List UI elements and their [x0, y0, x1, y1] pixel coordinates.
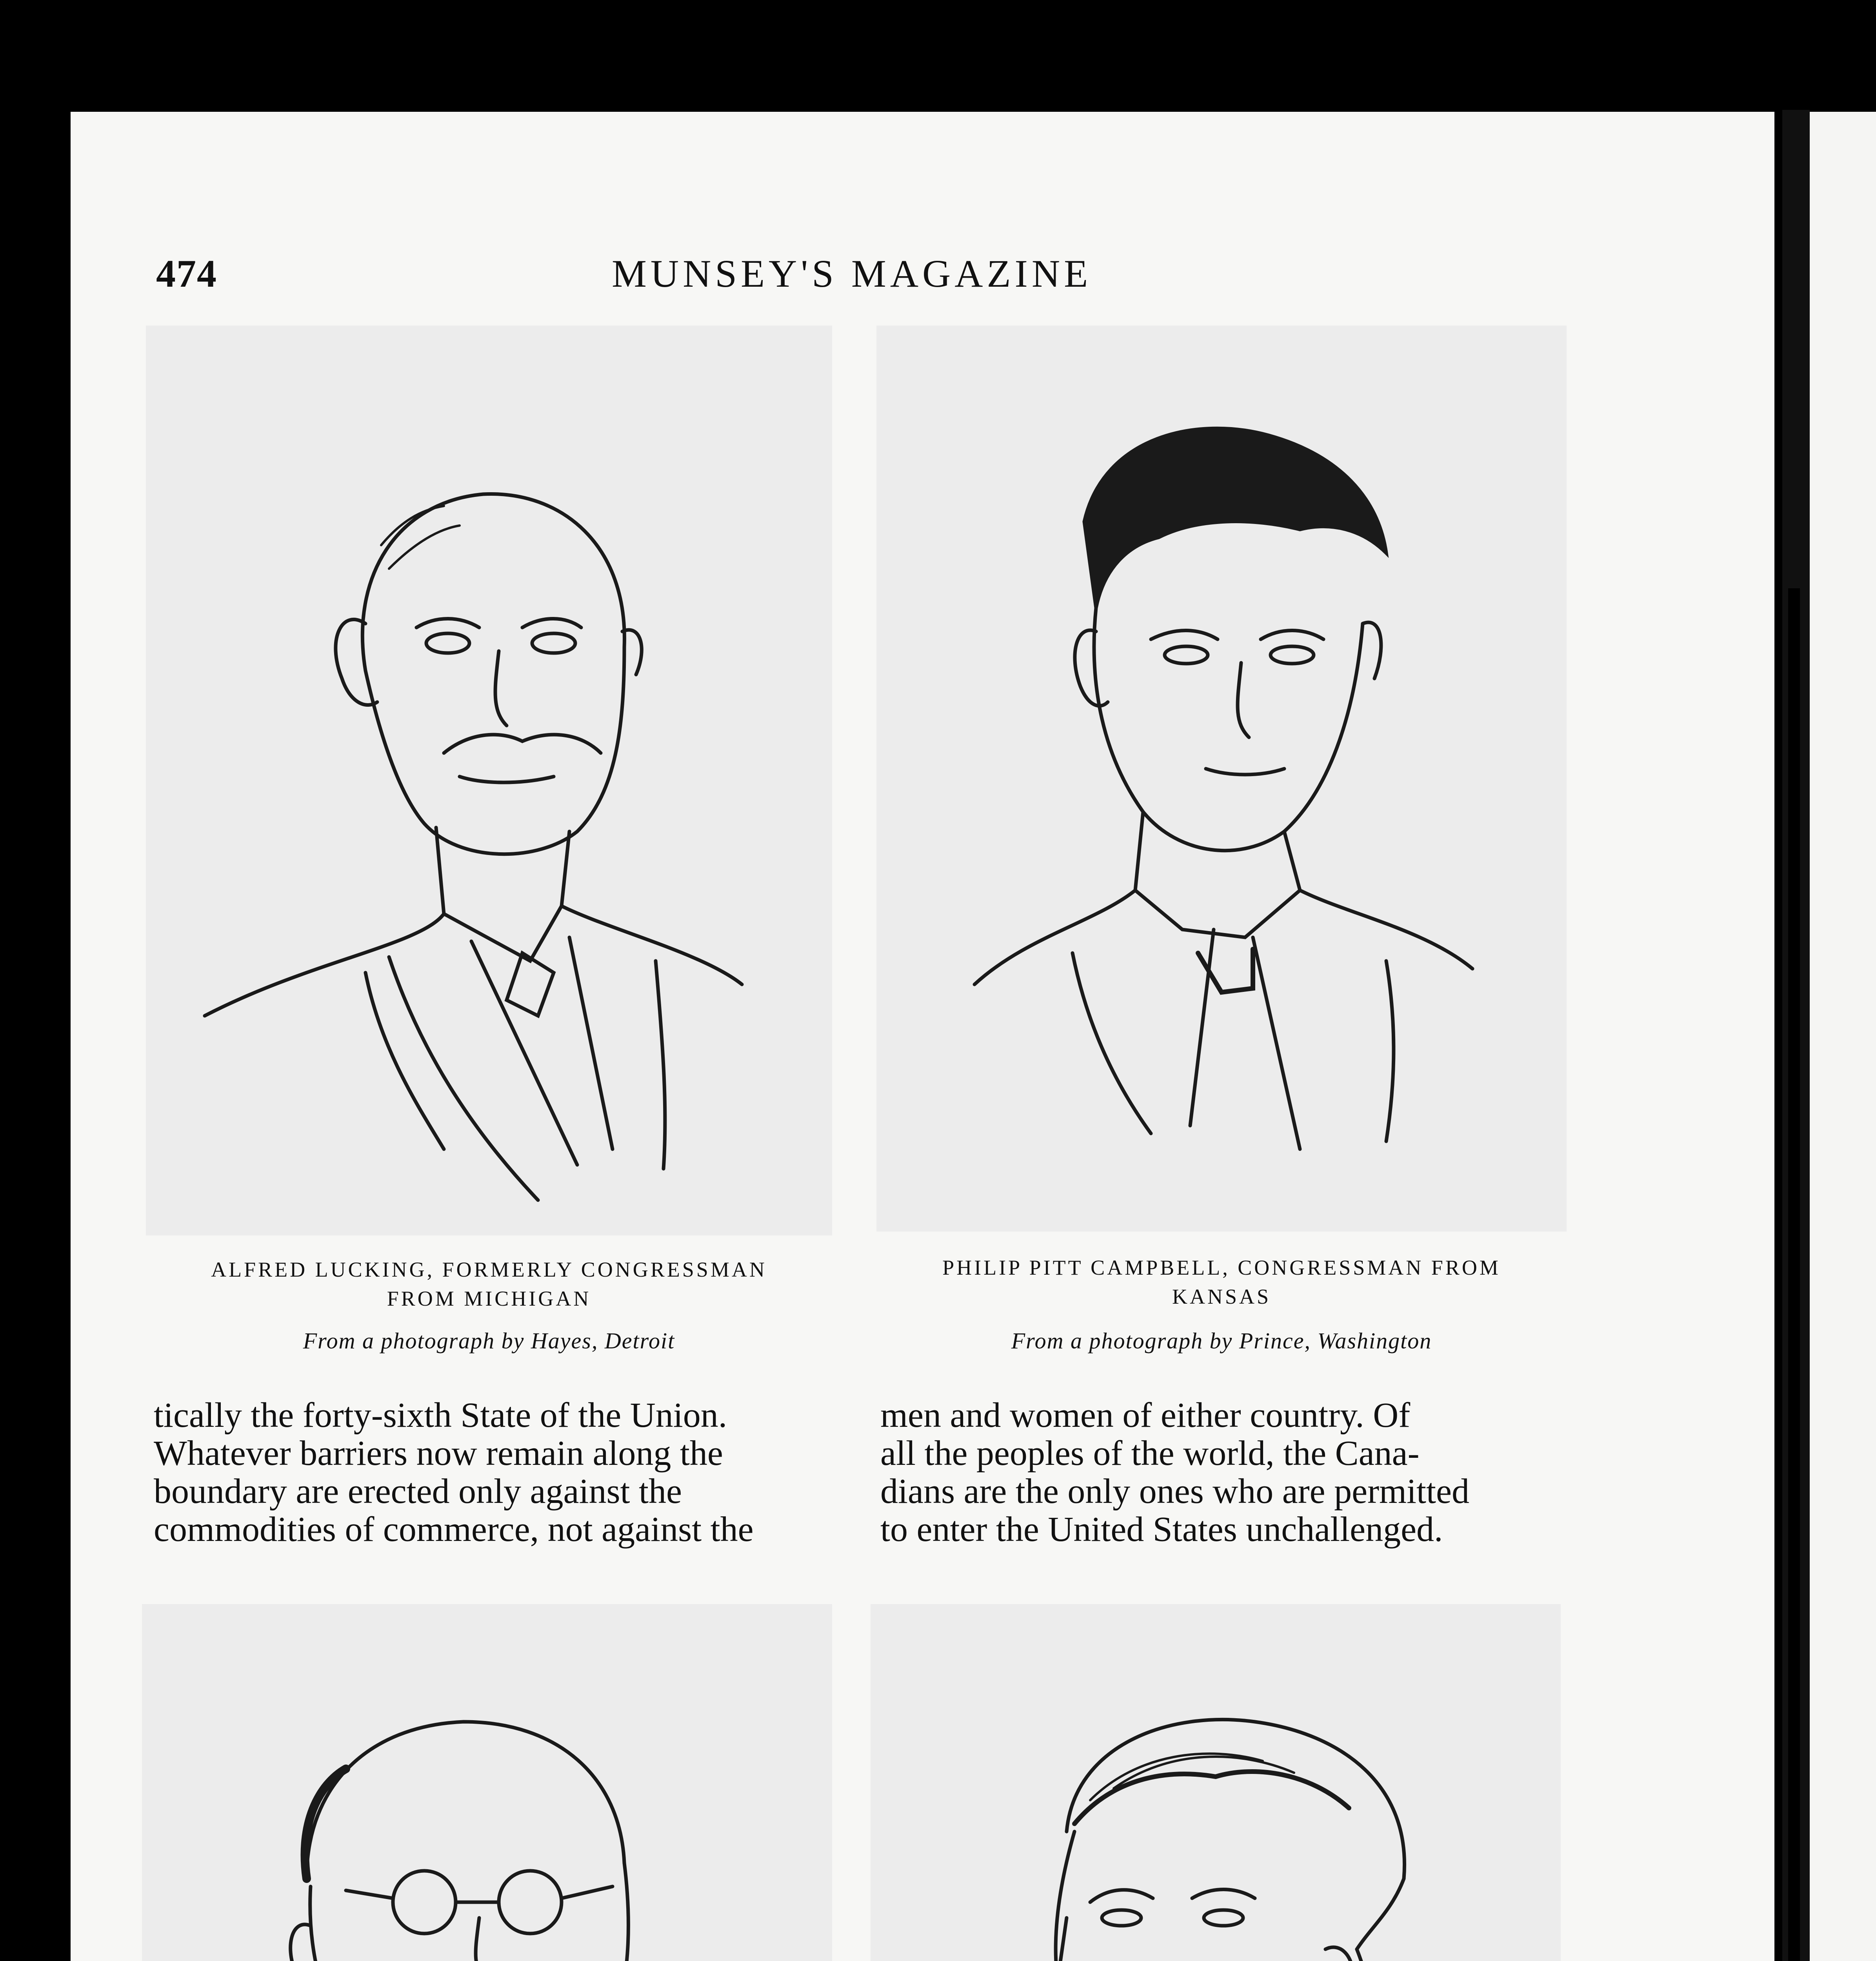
- portrait-1-credit: From a photograph by Hayes, Detroit: [303, 1328, 675, 1353]
- portrait-philip-pitt-campbell: [876, 326, 1567, 1232]
- body-text-line: commodities of commerce, not against the: [154, 1510, 754, 1549]
- portrait-james-a-hughes: [871, 1604, 1561, 1961]
- portrait-sketch-bald-mustache: [146, 326, 832, 1235]
- body-text-line: to enter the United States unchallenged.: [880, 1510, 1443, 1549]
- body-text-line: men and women of either country. Of: [880, 1396, 1411, 1435]
- body-text-line: all the peoples of the world, the Cana-: [880, 1434, 1420, 1473]
- body-text-line: dians are the only ones who are permitted: [880, 1472, 1470, 1511]
- caption-line: KANSAS: [1172, 1285, 1271, 1308]
- body-text-right: [880, 1396, 1563, 1548]
- body-text-line: Whatever barriers now remain along the: [154, 1434, 723, 1473]
- body-text-left: [154, 1396, 836, 1548]
- page-number: 474: [156, 252, 217, 295]
- portrait-2-caption: [876, 1253, 1567, 1311]
- portrait-sketch-wavy-hair-bow-tie: [871, 1604, 1561, 1961]
- portrait-sketch-glasses-beard: [142, 1604, 832, 1961]
- caption-line: FROM MICHIGAN: [387, 1287, 591, 1310]
- body-text-line: boundary are erected only against the: [154, 1472, 682, 1511]
- caption-line: PHILIP PITT CAMPBELL, CONGRESSMAN FROM: [942, 1256, 1501, 1279]
- portrait-2-credit: From a photograph by Prince, Washington: [1011, 1328, 1432, 1353]
- caption-line: ALFRED LUCKING, FORMERLY CONGRESSMAN: [211, 1258, 767, 1281]
- facing-page-edge: [1810, 112, 1876, 1961]
- portrait-1-caption: [146, 1255, 832, 1313]
- body-text-line: tically the forty-sixth State of the Union.: [154, 1396, 727, 1435]
- portrait-sketch-young-dark-hair: [876, 326, 1567, 1232]
- running-title: MUNSEY'S MAGAZINE: [612, 252, 1092, 295]
- facing-page-shadow: [1788, 588, 1800, 1961]
- portrait-alfred-lucking: [146, 326, 832, 1235]
- portrait-james-t-mccleary: [142, 1604, 832, 1961]
